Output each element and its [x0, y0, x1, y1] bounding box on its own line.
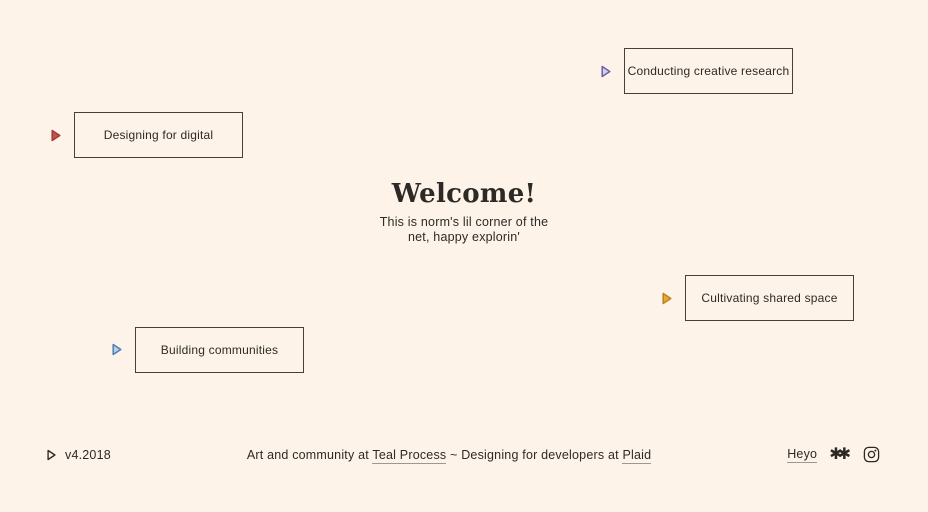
arena-icon[interactable]: ✱✱: [829, 445, 846, 463]
nav-group-research: [601, 48, 793, 94]
nav-group-design: [51, 112, 243, 158]
nav-group-communities: [112, 327, 304, 372]
version-label: v4.2018: [65, 447, 111, 462]
nav-box-communities[interactable]: [135, 327, 304, 373]
play-triangle-icon: [662, 292, 672, 305]
instagram-icon[interactable]: [863, 446, 880, 463]
nav-box-label: Designing for digital: [103, 128, 214, 142]
hero-subtitle-line2: net, happy explorin': [407, 229, 520, 244]
play-triangle-icon: [601, 65, 611, 78]
footer-version-group: [47, 448, 111, 462]
teal-process-link[interactable]: Teal Process: [372, 447, 447, 462]
nav-group-space: [662, 275, 854, 321]
nav-box-label: Conducting creative research: [627, 64, 790, 78]
hero-section: [0, 180, 928, 245]
page-title: Welcome!: [391, 179, 537, 209]
credits-text-1: Art and community at: [246, 447, 373, 462]
plaid-link[interactable]: Plaid: [622, 447, 652, 462]
nav-box-label: Cultivating shared space: [701, 291, 838, 305]
heyo-contact-link[interactable]: Heyo: [787, 446, 818, 461]
play-triangle-icon: [47, 449, 56, 461]
hero-subtitle-line1: This is norm's lil corner of the: [379, 214, 549, 229]
footer-social-group: [787, 446, 880, 463]
footer: [47, 444, 880, 465]
nav-box-label: Building communities: [160, 342, 279, 357]
nav-box-design[interactable]: [74, 112, 243, 158]
hero-subtitle: [0, 215, 928, 245]
play-triangle-icon: [112, 343, 122, 356]
credits-text-2: ~ Designing for developers at: [446, 447, 623, 462]
nav-box-research[interactable]: [624, 48, 793, 94]
footer-credits: [111, 448, 787, 462]
nav-box-space[interactable]: [685, 275, 854, 321]
play-triangle-icon: [51, 129, 61, 142]
